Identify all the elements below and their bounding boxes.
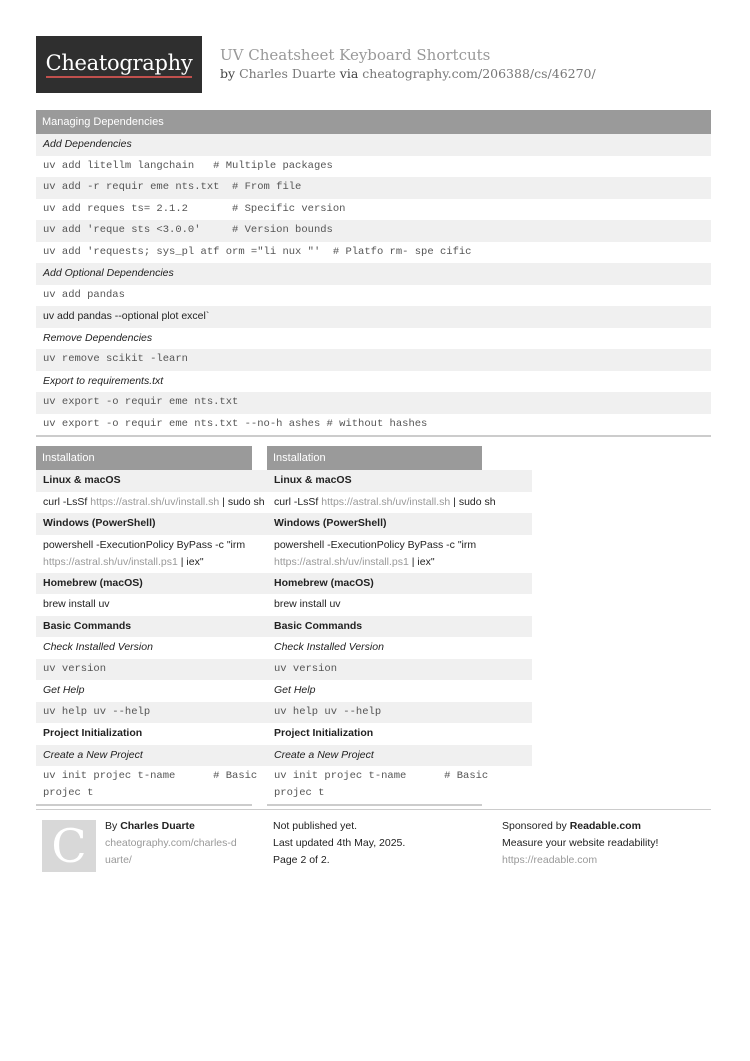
code-line: uv init projec t-name # Basic projec t xyxy=(274,770,495,799)
footer-author-link[interactable]: Charles Duarte xyxy=(120,820,195,832)
footer-status-column xyxy=(273,818,463,869)
code-line: uv version xyxy=(36,659,301,681)
subheading: Remove Dependencies xyxy=(43,331,153,344)
install-url-link[interactable]: https://astral.sh/uv/install.sh xyxy=(90,495,220,508)
published-status: Not published yet. xyxy=(273,820,358,832)
page-title: UV Cheatsheet Keyboard Shortcuts xyxy=(220,46,491,64)
row-heading: Windows (PowerShell) xyxy=(267,513,532,535)
row-heading: Project Initialization xyxy=(43,727,143,739)
byline: by Charles Duarte via cheatography.com/206388/cs/46270/ xyxy=(220,66,596,81)
code-line: uv init projec t-name # Basic projec t xyxy=(43,770,264,799)
page-footer xyxy=(36,809,711,873)
footer-author-url[interactable]: cheatography.com/charles-duarte/ xyxy=(105,837,237,866)
row-heading: Linux & macOS xyxy=(267,470,532,492)
subheading: Check Installed Version xyxy=(43,641,153,653)
author-link[interactable]: Charles Duarte xyxy=(239,66,336,81)
install-command: powershell -ExecutionPolicy ByPass -c "irm https://astral.sh/uv/install.ps1 | iex" xyxy=(43,538,246,568)
code-line: uv add 'requests; sys_pl atf orm ="li nux "' # Platfo rm- spe cific xyxy=(43,245,472,258)
row-heading: Homebrew (macOS) xyxy=(267,573,532,595)
subheading: Create a New Project xyxy=(267,745,532,767)
code-line: uv add pandas xyxy=(43,288,125,301)
row-heading: Basic Commands xyxy=(267,616,532,638)
code-line: uv add -r requir eme nts.txt # From file xyxy=(36,177,711,199)
code-line: uv remove scikit -learn xyxy=(36,349,711,371)
footer-sponsor-column: Sponsored by Readable.com Measure your website readability! https://readable.com xyxy=(502,818,702,869)
managing-dependencies-box xyxy=(36,110,711,437)
subheading: Export to requirements.txt xyxy=(43,374,164,387)
installation-box xyxy=(36,446,265,806)
subheading: Add Dependencies xyxy=(36,134,711,156)
box-title: Installation xyxy=(267,446,482,470)
subheading: Add Optional Dependencies xyxy=(36,263,711,285)
install-command: curl -LsSf https://astral.sh/uv/install.sh | sudo sh xyxy=(274,495,496,508)
page-number: Page 2 of 2. xyxy=(273,854,330,866)
sponsor-tagline: Measure your website readability! xyxy=(502,837,659,849)
subheading: Get Help xyxy=(274,684,316,696)
code-line: uv help uv --help xyxy=(267,702,532,724)
install-command: powershell -ExecutionPolicy ByPass -c "irm https://astral.sh/uv/install.ps1 | iex" xyxy=(274,538,477,568)
cheatography-logo[interactable]: Cheatography xyxy=(36,36,202,93)
box-divider xyxy=(36,435,711,437)
footer-author-column: By Charles Duarte cheatography.com/charles-duarte/ xyxy=(105,818,245,869)
row-heading: Project Initialization xyxy=(274,727,374,739)
box-divider xyxy=(267,804,482,806)
code-line: uv add reques ts= 2.1.2 # Specific version xyxy=(43,202,346,215)
row-heading: Linux & macOS xyxy=(36,470,301,492)
install-command: brew install uv xyxy=(43,598,110,610)
last-updated: Last updated 4th May, 2025. xyxy=(273,837,406,849)
box-divider xyxy=(36,804,252,806)
text-line: uv add pandas --optional plot excel` xyxy=(36,306,711,328)
sponsor-link[interactable]: Readable.com xyxy=(569,820,641,832)
install-command: curl -LsSf https://astral.sh/uv/install.sh | sudo sh xyxy=(43,495,265,508)
installation-box-repeat xyxy=(267,446,496,806)
author-avatar[interactable]: C xyxy=(42,820,96,872)
code-line: uv export -o requir eme nts.txt xyxy=(36,392,711,414)
code-line: uv help uv --help xyxy=(36,702,301,724)
subheading: Create a New Project xyxy=(36,745,301,767)
subheading: Check Installed Version xyxy=(274,641,384,653)
sponsor-url[interactable]: https://readable.com xyxy=(502,854,598,866)
row-heading: Windows (PowerShell) xyxy=(36,513,301,535)
install-url-link[interactable]: https://astral.sh/uv/install.ps1 xyxy=(274,555,409,568)
row-heading: Basic Commands xyxy=(36,616,301,638)
code-line: uv add litellm langchain # Multiple packages xyxy=(43,159,333,172)
box-title: Managing Dependencies xyxy=(36,110,711,134)
code-line: uv version xyxy=(267,659,532,681)
sheet-url-link[interactable]: cheatography.com/206388/cs/46270/ xyxy=(362,66,596,81)
subheading: Get Help xyxy=(43,684,85,696)
box-title: Installation xyxy=(36,446,252,470)
row-heading: Homebrew (macOS) xyxy=(36,573,301,595)
install-url-link[interactable]: https://astral.sh/uv/install.sh xyxy=(321,495,451,508)
code-line: uv add 'reque sts <3.0.0' # Version bounds xyxy=(36,220,711,242)
install-command: brew install uv xyxy=(274,598,341,610)
install-url-link[interactable]: https://astral.sh/uv/install.ps1 xyxy=(43,555,178,568)
code-line: uv export -o requir eme nts.txt --no-h ashes # without hashes xyxy=(43,417,428,430)
